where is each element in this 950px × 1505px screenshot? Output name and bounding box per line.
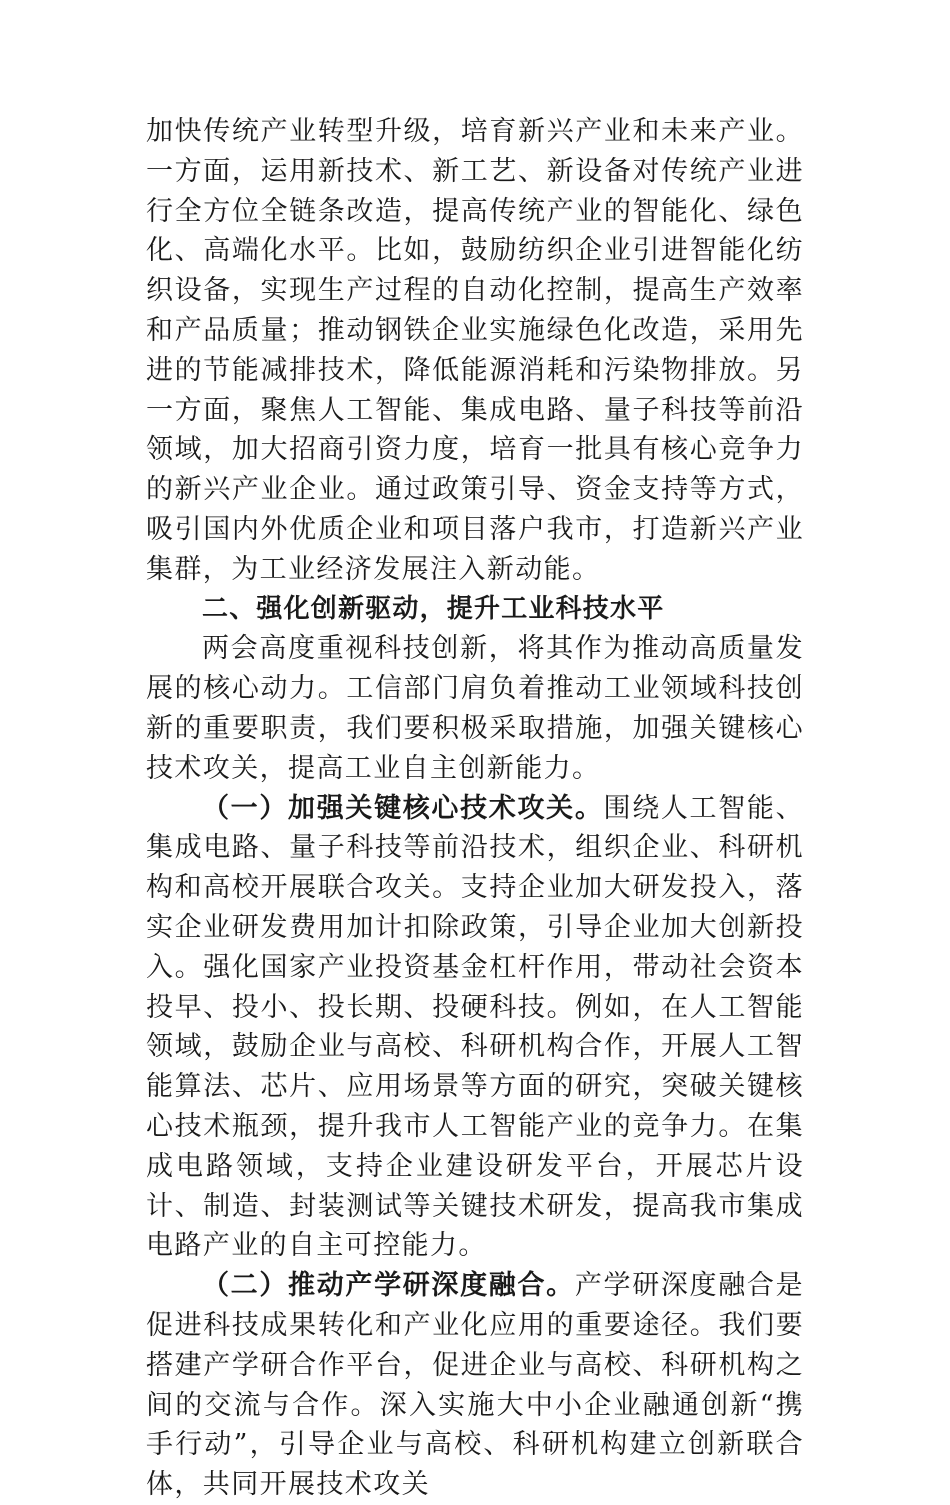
section-heading: 二、强化创新驱动，提升工业科技水平 [202,593,665,624]
item-1-lead: （一）加强关键核心技术攻关。 [202,792,604,824]
item-2-body: 产学研深度融合是促进科技成果转化和产业化应用的重要途径。我们要搭建产学研合作平台，促进企业与高校、科研机构之间的交流与合作。深入实施大中小企业融通创新“携手行动”，引导企业与高校、科研机构建立创新联合体，共同开展技术攻关 [146,1270,805,1501]
paragraph-item-2 [146,1266,804,1505]
paragraph-intro: 加快传统产业转型升级，培育新兴产业和未来产业。一方面，运用新技术、新工艺、新设备对传统产业进行全方位全链条改造，提高传统产业的智能化、绿色化、高端化水平。比如，鼓励纺织企业引进智能化纺织设备，实现生产过程的自动化控制，提高生产效率和产品质量；推动钢铁企业实施绿色化改造，采用先进的节能减排技术，降低能源消耗和污染物排放。另一方面，聚焦人工智能、集成电路、量子科技等前沿领域，加大招商引资力度，培育一批具有核心竞争力的新兴产业企业。通过政策引导、资金支持等方式，吸引国内外优质企业和项目落户我市，打造新兴产业集群，为工业经济发展注入新动能。 [146,116,804,585]
item-1-body: 围绕人工智能、集成电路、量子科技等前沿技术，组织企业、科研机构和高校开展联合攻关。支持企业加大研发投入，落实企业研发费用加计扣除政策，引导企业加大创新投入。强化国家产业投资基金杠杆作用，带动社会资本投早、投小、投长期、投硬科技。例如，在人工智能领域，鼓励企业与高校、科研机构合作，开展人工智能算法、芯片、应用场景等方面的研究，突破关键核心技术瓶颈，提升我市人工智能产业的竞争力。在集成电路领域，支持企业建设研发平台，开展芯片设计、制造、封装测试等关键技术研发，提高我市集成电路产业的自主可控能力。 [146,792,804,1262]
item-2-lead: （二）推动产学研深度融合。 [202,1270,575,1302]
paragraph-section-intro: 两会高度重视科技创新，将其作为推动高质量发展的核心动力。工信部门肩负着推动工业领域科技创新的重要职责，我们要积极采取措施，加强关键核心技术攻关，提高工业自主创新能力。 [146,633,804,784]
document-page [146,112,804,1505]
paragraph-item-1 [146,789,804,1267]
